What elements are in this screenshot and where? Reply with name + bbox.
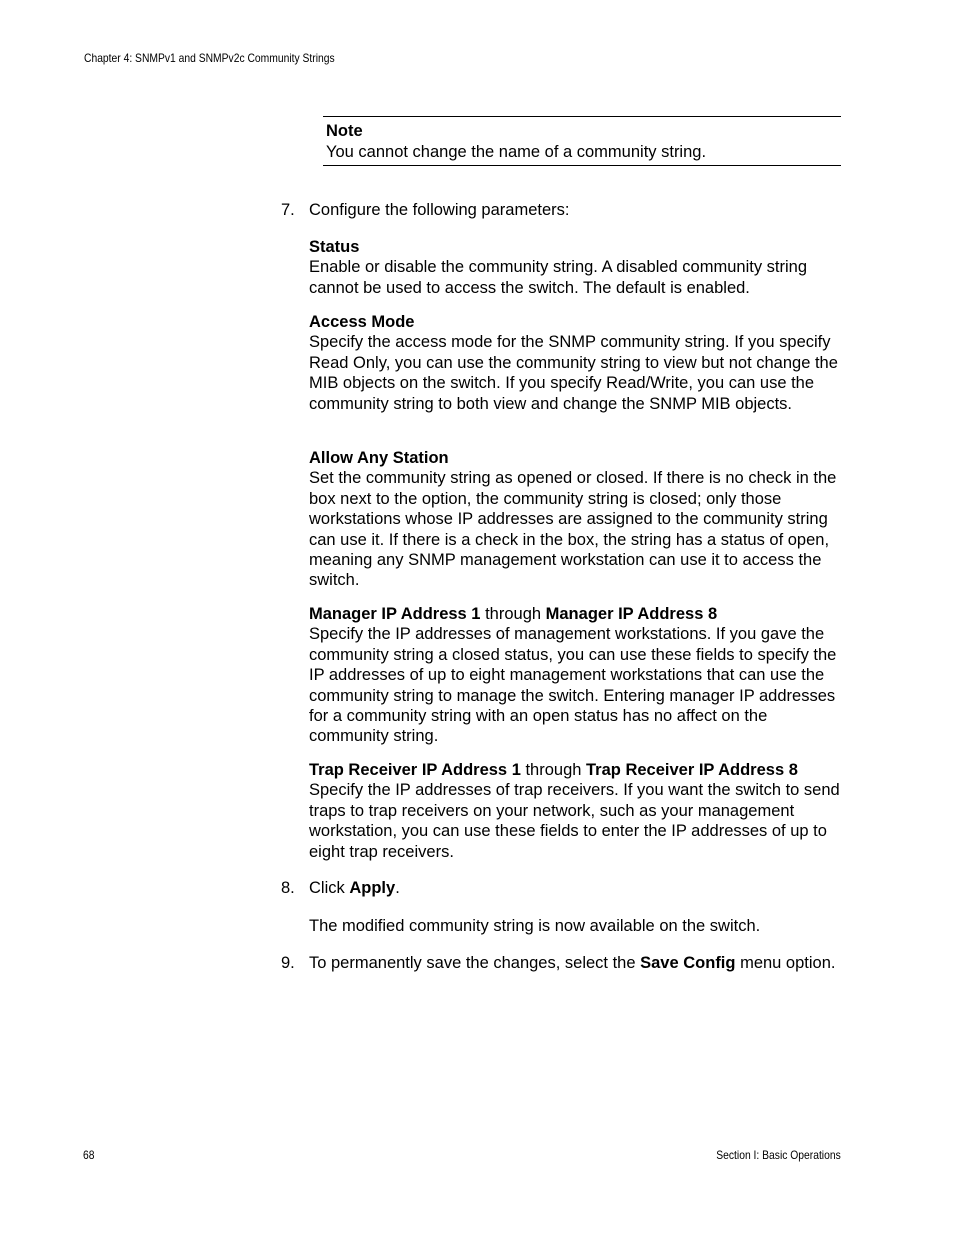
step-text-prefix: Click [309,879,350,897]
note-text: You cannot change the name of a community string. [326,143,707,161]
note-box [323,116,841,166]
param-title: Access Mode [309,313,415,331]
param-access-mode [309,312,841,414]
step-text-suffix: menu option. [735,954,836,972]
step-8-result: The modified community string is now available on the switch. [309,917,761,935]
param-title-end: Manager IP Address 8 [545,605,718,623]
step-text-suffix: . [395,879,400,897]
param-description: Set the community string as opened or closed. If there is no check in the box next to the option, the community string is closed; only those workstations whose IP addresses are assigned to the community string can use it. If there is a check in the box, the string has a status of open, meaning any SNMP management workstation can use it to access the switch. [309,469,837,590]
step-text-prefix: To permanently save the changes, select the [309,954,641,972]
step-number: 8. [281,879,295,897]
step-number: 7. [281,201,295,219]
param-description: Specify the access mode for the SNMP community string. If you specify Read Only, you can use the community string to view but not change the MIB objects on the switch. If you specify Read/Write, you can use the community string to both view and change the SNMP MIB objects. [309,333,838,413]
step-number: 9. [281,954,295,972]
step-text [309,953,841,973]
note-title: Note [326,122,363,140]
param-description: Specify the IP addresses of trap receivers. If you want the switch to send traps to trap receivers on your network, such as your management workstation, you can use these fields to enter the IP addresses of up to eight trap receivers. [309,781,840,861]
param-manager-ip [309,604,841,747]
param-title: Allow Any Station [309,449,449,467]
param-title [309,760,841,780]
section-title: Section I: Basic Operations [716,1148,841,1162]
save-config-term: Save Config [640,954,736,972]
step-text [309,878,841,898]
param-title-through: through [480,605,546,623]
param-title-start: Trap Receiver IP Address 1 [309,761,521,779]
page-number: 68 [83,1148,95,1162]
param-title [309,604,841,624]
param-title-end: Trap Receiver IP Address 8 [586,761,798,779]
param-title-start: Manager IP Address 1 [309,605,481,623]
param-trap-receiver-ip [309,760,841,862]
running-header: Chapter 4: SNMPv1 and SNMPv2c Community Strings [84,51,335,65]
param-description: Enable or disable the community string. A disabled community string cannot be used to access the switch. The default is enabled. [309,258,807,297]
param-title: Status [309,238,360,256]
param-description: Specify the IP addresses of management workstations. If you gave the community string a closed status, you can use these fields to specify the IP addresses of up to eight management workstations that can use the community string to manage the switch. Entering manager IP addresses for a community string with an open status has no affect on the community string. [309,625,837,746]
apply-term: Apply [349,879,396,897]
param-title-through: through [520,761,587,779]
param-allow-any-station [309,448,841,591]
param-status [309,237,841,298]
step-text: Configure the following parameters: [309,201,570,219]
